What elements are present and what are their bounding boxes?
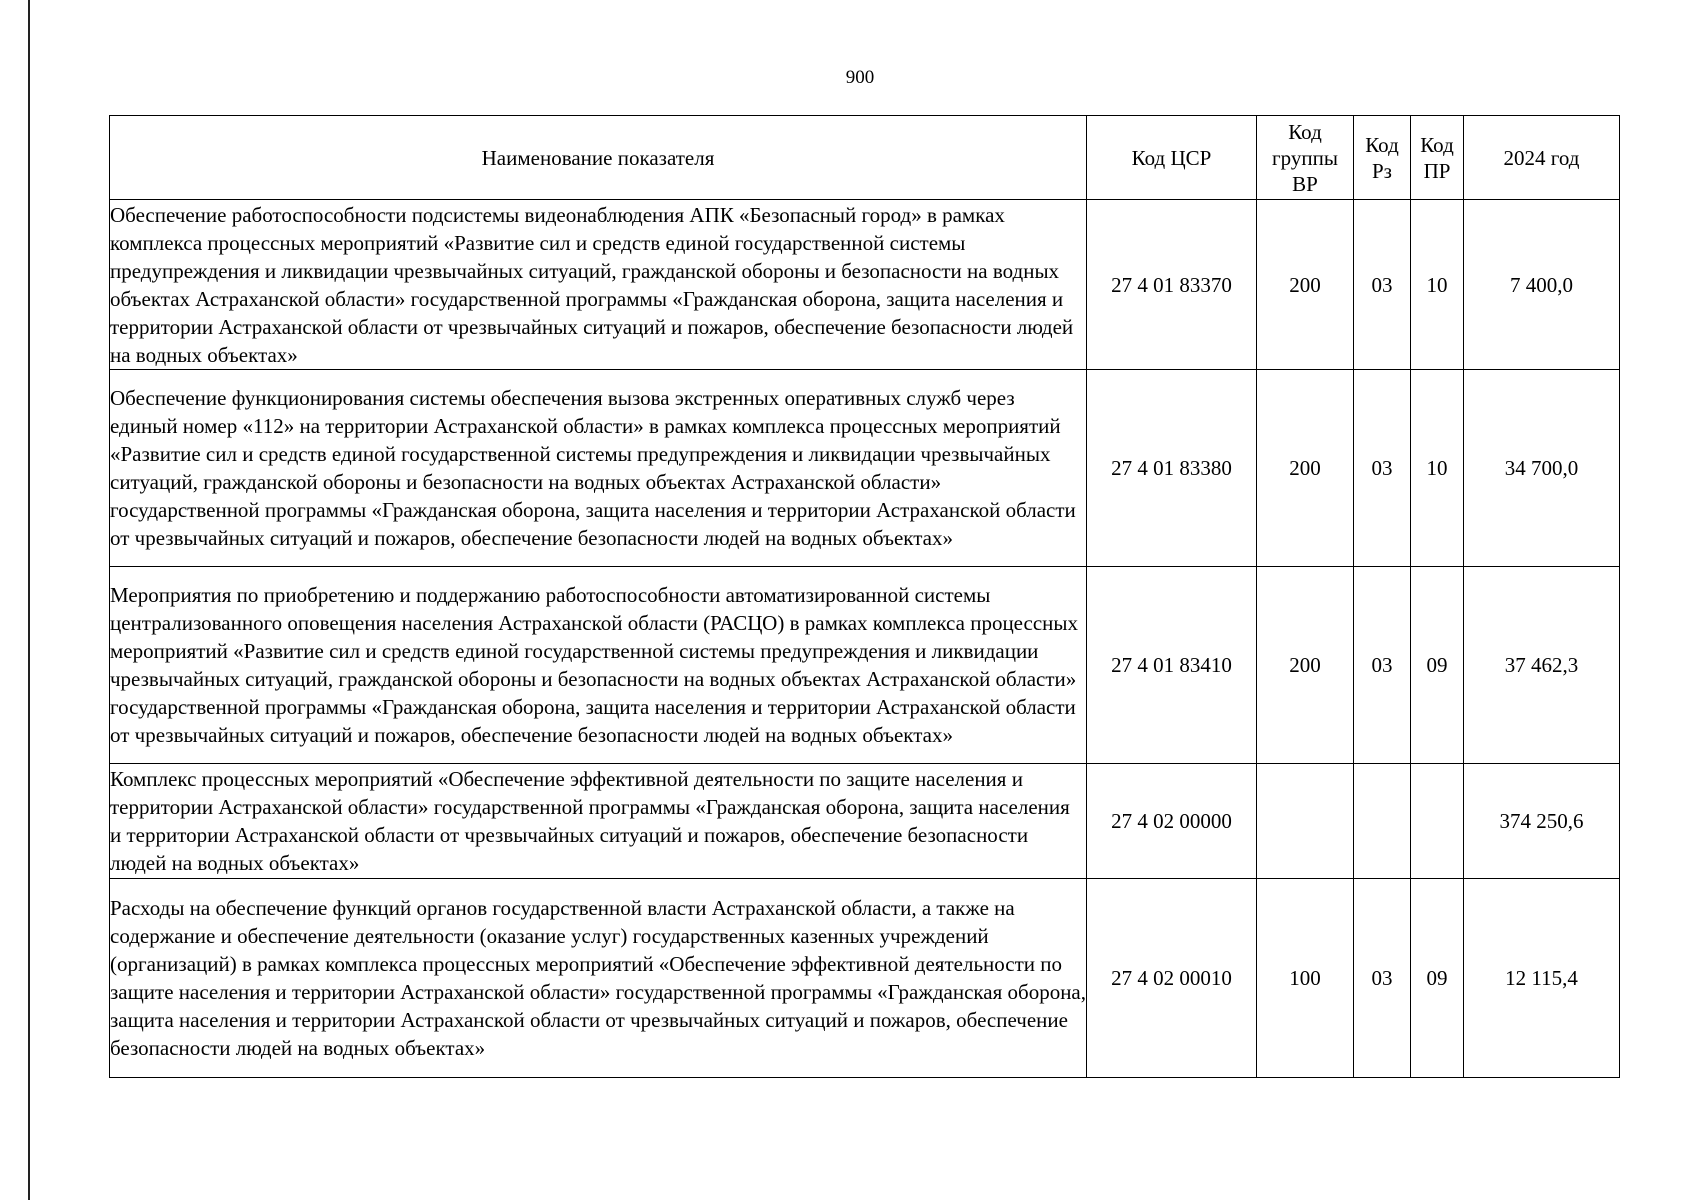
table-row [110, 764, 1620, 879]
table-row [110, 879, 1620, 1078]
row-amount: 374 250,6 [1464, 764, 1620, 879]
budget-table [109, 115, 1620, 1078]
row-rz: 03 [1354, 567, 1411, 764]
row-amount: 12 115,4 [1464, 879, 1620, 1078]
row-rz: 03 [1354, 370, 1411, 567]
binding-margin-line [28, 0, 30, 1200]
header-pr: Код ПР [1411, 116, 1464, 200]
row-name: Расходы на обеспечение функций органов государственной власти Астраханской области, а также на содержание и обеспечение деятельности (оказание услуг) государственных казенных учреждений (организаций) в рамках комплекса процессных мероприятий «Обеспечение эффективной деятельности по защите населения и территории Астраханской области» государственной программы «Гражданская оборона, защита населения и территории Астраханской области от чрезвычайных ситуаций и пожаров, обеспечение безопасности людей на водных объектах» [110, 879, 1087, 1078]
row-name: Комплекс процессных мероприятий «Обеспечение эффективной деятельности по защите населения и территории Астраханской области» государственной программы «Гражданская оборона, защита населения и территории Астраханской области от чрезвычайных ситуаций и пожаров, обеспечение безопасности людей на водных объектах» [110, 764, 1087, 879]
table-row [110, 370, 1620, 567]
row-rz: 03 [1354, 200, 1411, 370]
row-pr: 09 [1411, 879, 1464, 1078]
header-name: Наименование показателя [110, 116, 1087, 200]
table-row [110, 567, 1620, 764]
row-vr [1257, 764, 1354, 879]
header-year: 2024 год [1464, 116, 1620, 200]
table-header-row [110, 116, 1620, 200]
row-csr: 27 4 01 83410 [1087, 567, 1257, 764]
row-pr: 09 [1411, 567, 1464, 764]
row-name: Мероприятия по приобретению и поддержанию работоспособности автоматизированной системы централизованного оповещения населения Астраханской области (РАСЦО) в рамках комплекса процессных мероприятий «Развитие сил и средств единой государственной системы предупреждения и ликвидации чрезвычайных ситуаций, гражданской обороны и безопасности на водных объектах Астраханской области» государственной программы «Гражданская оборона, защита населения и территории Астраханской области от чрезвычайных ситуаций и пожаров, обеспечение безопасности людей на водных объектах» [110, 567, 1087, 764]
row-pr [1411, 764, 1464, 879]
row-pr: 10 [1411, 200, 1464, 370]
header-csr: Код ЦСР [1087, 116, 1257, 200]
row-amount: 7 400,0 [1464, 200, 1620, 370]
row-vr: 100 [1257, 879, 1354, 1078]
header-rz: Код Рз [1354, 116, 1411, 200]
row-amount: 34 700,0 [1464, 370, 1620, 567]
row-rz: 03 [1354, 879, 1411, 1078]
row-vr: 200 [1257, 567, 1354, 764]
row-csr: 27 4 01 83370 [1087, 200, 1257, 370]
row-vr: 200 [1257, 370, 1354, 567]
row-amount: 37 462,3 [1464, 567, 1620, 764]
row-name: Обеспечение работоспособности подсистемы видеонаблюдения АПК «Безопасный город» в рамках комплекса процессных мероприятий «Развитие сил и средств единой государственной системы предупреждения и ликвидации чрезвычайных ситуаций, гражданской обороны и безопасности на водных объектах Астраханской области» государственной программы «Гражданская оборона, защита населения и территории Астраханской области от чрезвычайных ситуаций и пожаров, обеспечение безопасности людей на водных объектах» [110, 200, 1087, 370]
header-vr: Код группы ВР [1257, 116, 1354, 200]
row-name: Обеспечение функционирования системы обеспечения вызова экстренных оперативных служб через единый номер «112» на территории Астраханской области» в рамках комплекса процессных мероприятий «Развитие сил и средств единой государственной системы предупреждения и ликвидации чрезвычайных ситуаций, гражданской обороны и безопасности на водных объектах Астраханской области» государственной программы «Гражданская оборона, защита населения и территории Астраханской области от чрезвычайных ситуаций и пожаров, обеспечение безопасности людей на водных объектах» [110, 370, 1087, 567]
table-row [110, 200, 1620, 370]
row-vr: 200 [1257, 200, 1354, 370]
row-csr: 27 4 02 00000 [1087, 764, 1257, 879]
row-csr: 27 4 02 00010 [1087, 879, 1257, 1078]
row-pr: 10 [1411, 370, 1464, 567]
page-number: 900 [845, 67, 875, 88]
row-rz [1354, 764, 1411, 879]
row-csr: 27 4 01 83380 [1087, 370, 1257, 567]
